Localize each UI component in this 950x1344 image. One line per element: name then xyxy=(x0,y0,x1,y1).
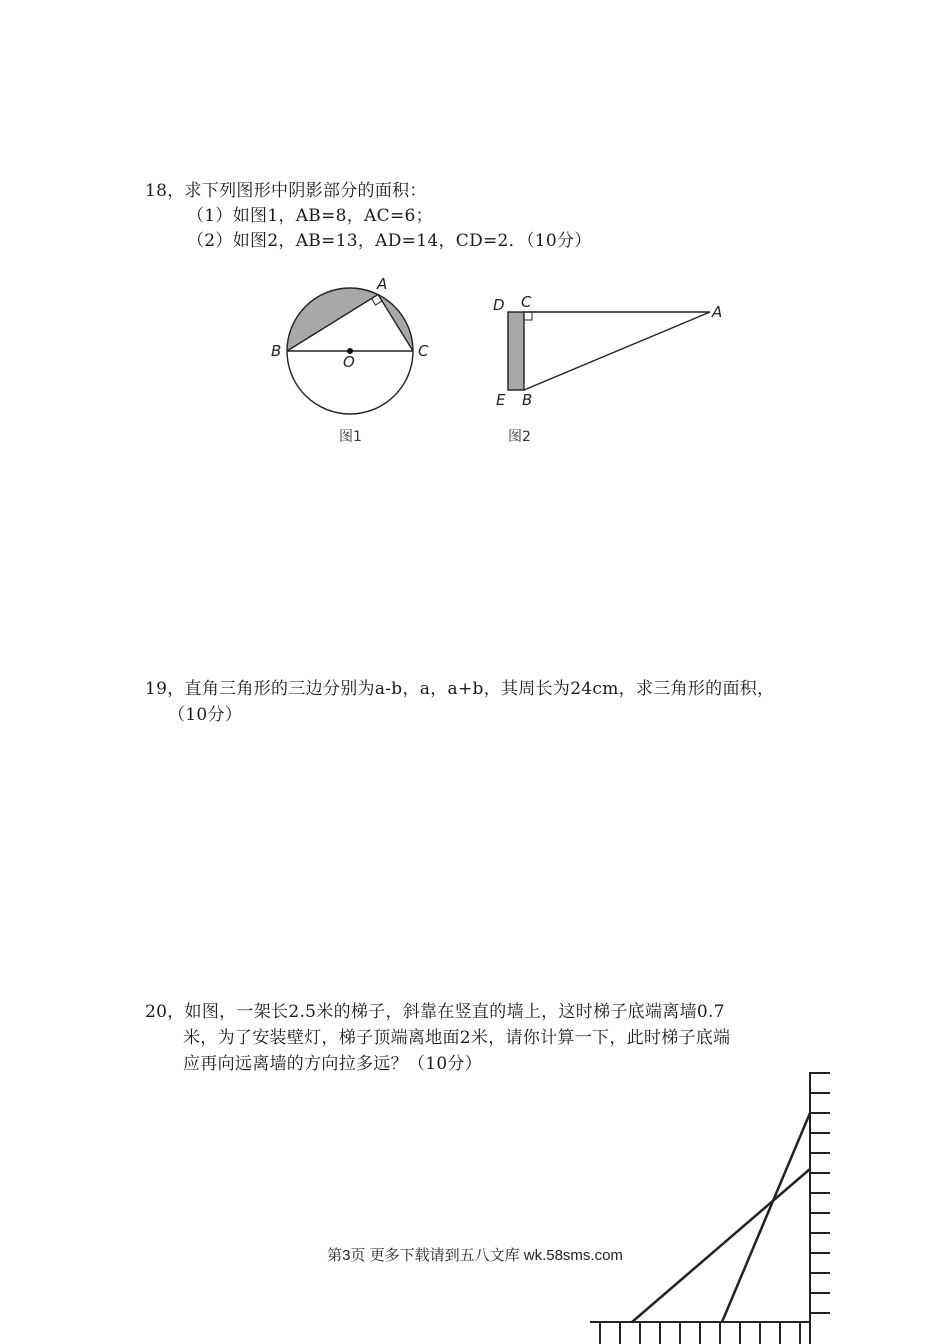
q18-title: 18，求下列图形中阴影部分的面积： xyxy=(145,181,427,201)
right-angle-mark xyxy=(524,312,532,320)
label-c: C xyxy=(418,342,429,360)
shaded-segment-ab xyxy=(287,288,378,351)
figure-2-caption: 图2 xyxy=(508,429,531,445)
q19-line1: 19，直角三角形的三边分别为a-b，a，a+b，其周长为24cm，求三角形的面积， xyxy=(145,679,775,699)
label-b: B xyxy=(522,391,533,409)
label-a: A xyxy=(712,303,723,321)
q18-part1: （1）如图1，AB=8，AC=6； xyxy=(187,206,433,226)
page-footer: 第3页 更多下载请到五八文库 wk.58sms.com xyxy=(327,1247,623,1264)
label-c: C xyxy=(521,293,532,311)
figure-2 xyxy=(488,290,738,410)
q18-part2: （2）如图2，AB=13，AD=14，CD=2．（10分） xyxy=(187,231,592,251)
label-a: A xyxy=(377,275,388,293)
q20-line1: 20，如图，一架长2.5米的梯子，斜靠在竖直的墙上，这时梯子底端离墙0.7 xyxy=(145,1002,725,1022)
ladder-figure xyxy=(590,1068,840,1344)
label-b: B xyxy=(271,342,282,360)
q19-line2: （10分） xyxy=(168,705,243,725)
shaded-rectangle xyxy=(508,312,524,390)
chord-ac xyxy=(378,295,413,352)
ground-hatching xyxy=(600,1322,800,1344)
figure-1 xyxy=(260,270,450,430)
q20-line2: 米，为了安装壁灯，梯子顶端离地面2米，请你计算一下，此时梯子底端 xyxy=(183,1028,731,1048)
label-d: D xyxy=(493,296,505,314)
label-o: O xyxy=(343,353,355,371)
figure-1-caption: 图1 xyxy=(339,429,362,445)
ladder-initial xyxy=(722,1113,810,1322)
wall-hatching xyxy=(810,1073,830,1313)
segment-ab xyxy=(524,312,710,390)
q20-line3: 应再向远离墙的方向拉多远？（10分） xyxy=(183,1054,483,1074)
label-e: E xyxy=(496,391,506,409)
